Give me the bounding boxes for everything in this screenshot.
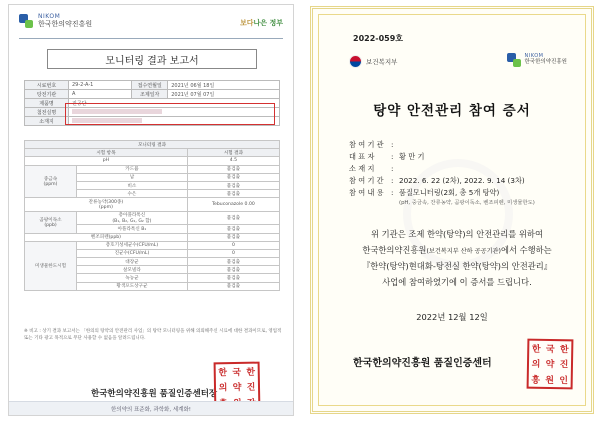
field-colon: : bbox=[391, 140, 394, 149]
test-result: 불검출 bbox=[187, 274, 279, 282]
table-row bbox=[25, 241, 280, 249]
seal-char: 국 bbox=[545, 345, 555, 356]
test-item: 대장균 bbox=[77, 258, 188, 266]
body-line: 사업에 참여하였기에 이 증서를 드립니다. bbox=[382, 276, 532, 287]
taegeuk-emblem-icon bbox=[349, 55, 362, 68]
meta-value: 2021년 06월 18일 bbox=[168, 81, 280, 90]
report-issuer: 한국한의약진흥원 품질인증센터장 bbox=[91, 389, 218, 399]
certificate-number: 2022-059호 bbox=[353, 34, 404, 43]
test-result: 불검출 bbox=[187, 212, 279, 225]
body-tail: 에서 수행하는 bbox=[500, 244, 552, 255]
column-header: 시험 결과 bbox=[187, 149, 279, 157]
test-item: 벤조피렌(ppb) bbox=[25, 233, 188, 241]
test-result: Tebuconazole 0.00 bbox=[187, 198, 279, 212]
seal-char: 의 bbox=[531, 360, 541, 371]
report-title: 모니터링 결과 보고서 bbox=[47, 49, 257, 69]
table-row bbox=[25, 233, 280, 241]
field-row bbox=[349, 163, 535, 175]
table-row bbox=[25, 149, 280, 157]
certificate-fields bbox=[349, 139, 535, 207]
field-colon: : bbox=[391, 164, 394, 173]
test-item: 납 bbox=[77, 173, 188, 181]
org-name-ko: 한국한의약진흥원 bbox=[38, 20, 93, 28]
test-result: 불검출 bbox=[187, 181, 279, 189]
seal-char: 국 bbox=[232, 368, 242, 379]
body-line: 위 기관은 조제 한약(탕약)의 안전관리를 위하여 bbox=[371, 229, 543, 239]
field-label: 참 여 기 간 bbox=[349, 176, 384, 185]
test-item: 녹농균 bbox=[77, 274, 188, 282]
seal-char: 한 bbox=[531, 344, 541, 355]
results-section-title: 모니터링 결과 bbox=[25, 141, 280, 149]
field-label: 참 여 내 용 bbox=[349, 188, 384, 197]
group-label: 미생물한도시험 bbox=[25, 241, 77, 290]
nikom-logo-icon bbox=[19, 14, 33, 28]
table-row bbox=[25, 141, 280, 149]
test-result: 불검출 bbox=[187, 190, 279, 198]
certificate-title: 탕약 안전관리 참여 증서 bbox=[373, 103, 531, 119]
results-table bbox=[24, 140, 280, 291]
test-result: 불검출 bbox=[187, 258, 279, 266]
field-label: 대 표 자 bbox=[349, 152, 375, 161]
field-row bbox=[349, 151, 535, 163]
seal-char: 한 bbox=[559, 345, 569, 356]
official-seal-icon bbox=[527, 339, 574, 390]
table-row bbox=[25, 81, 280, 90]
field-row bbox=[349, 139, 535, 151]
test-result: 불검출 bbox=[187, 165, 279, 173]
test-result: 불검출 bbox=[187, 225, 279, 233]
meta-key: 소재지 bbox=[25, 117, 69, 126]
meta-key: 접수연월일 bbox=[132, 81, 168, 90]
seal-char: 진 bbox=[246, 383, 256, 394]
field-value: 2022. 6. 22 (2차), 2022. 9. 14 (3차) bbox=[399, 176, 525, 185]
meta-key: 시료번호 bbox=[25, 81, 69, 90]
participation-certificate bbox=[310, 6, 594, 414]
table-row bbox=[25, 212, 280, 225]
test-result: 불검출 bbox=[187, 233, 279, 241]
ministry-logo bbox=[349, 55, 397, 68]
report-note: ※ 비고 : 상기 결과 보고서는 「한의의 탕약의 안전관리 사업」의 탕약 모니터링을 위해 의뢰해주신 시료에 대한 결과이므로, 영업적 또는 기타 광고 목적으로 무단 사용할 수 없음을 알려드립니다. bbox=[24, 329, 282, 341]
product-name-value: 진공단 bbox=[69, 99, 280, 108]
field-label: 참 여 기 관 bbox=[349, 140, 384, 149]
nikom-logo-icon bbox=[507, 53, 521, 67]
header-divider bbox=[19, 38, 283, 39]
org-name-en: NIKOM bbox=[38, 13, 61, 20]
body-org-note: (보건복지부 산하 공공기관) bbox=[426, 247, 501, 255]
field-label: 소 재 지 bbox=[349, 164, 375, 173]
meta-value: 29-2-A-1 bbox=[69, 81, 132, 90]
ministry-name: 보건복지부 bbox=[366, 58, 398, 66]
group-label: 곰팡이독소 (ppb) bbox=[25, 212, 77, 233]
field-colon: : bbox=[391, 188, 394, 197]
test-result: 0 bbox=[187, 241, 279, 249]
highlight-box bbox=[65, 103, 275, 125]
government-slogan bbox=[240, 18, 283, 28]
report-footer-motto: 한의약의 표준화, 과학화, 세계화! bbox=[9, 401, 293, 415]
body-line: 『한약(탕약)현대화-탕전실 한약(탕약)의 안전관리』 bbox=[361, 261, 553, 271]
seal-char: 약 bbox=[232, 383, 242, 394]
org-name-en: NIKOM bbox=[524, 53, 544, 60]
meta-key: 제품명 bbox=[25, 99, 69, 108]
seal-char: 약 bbox=[545, 360, 555, 371]
table-row bbox=[25, 90, 280, 99]
test-item: 수은 bbox=[77, 190, 188, 198]
test-item: 진균수(CFU/mL) bbox=[77, 249, 188, 257]
meta-key: 조제일자 bbox=[132, 90, 168, 99]
test-result: 불검출 bbox=[187, 266, 279, 274]
table-row bbox=[25, 157, 280, 165]
meta-value: A bbox=[69, 90, 132, 99]
table-row bbox=[25, 165, 280, 173]
field-value: 품질모니터링(2회, 총 5개 탕약) bbox=[399, 188, 500, 197]
seal-char: 원 bbox=[545, 375, 555, 386]
meta-value: 2021년 07월 07일 bbox=[168, 90, 280, 99]
test-item: 카드뮴 bbox=[77, 165, 188, 173]
meta-key: 첨전실명 bbox=[25, 108, 69, 117]
field-colon: : bbox=[391, 152, 394, 161]
certificate-issuer: 한국한의약진흥원 품질인증센터 bbox=[353, 358, 492, 369]
nikom-logo bbox=[507, 53, 567, 67]
column-header: 시험 항목 bbox=[25, 149, 188, 157]
seal-char: 진 bbox=[559, 360, 569, 371]
org-name-ko: 한국한의약진흥원 bbox=[524, 59, 567, 66]
seal-char: 한 bbox=[218, 368, 228, 379]
field-row bbox=[349, 175, 535, 187]
certificate-body bbox=[341, 227, 573, 290]
seal-char: 의 bbox=[218, 383, 228, 394]
meta-key: 탕전기관 bbox=[25, 90, 69, 99]
monitoring-report bbox=[8, 4, 294, 416]
table-row bbox=[25, 198, 280, 212]
test-item: pH bbox=[25, 157, 188, 165]
test-item: 아플라톡신 B₁ bbox=[77, 225, 188, 233]
test-item: 잔류농약(300종) (ppm) bbox=[25, 198, 188, 212]
test-item: 황색포도상구균 bbox=[77, 282, 188, 290]
test-item: 살모넬라 bbox=[77, 266, 188, 274]
test-result: 4.5 bbox=[187, 157, 279, 165]
slogan-part-a: 보다 bbox=[239, 19, 254, 27]
slogan-part-b: 나은 정부 bbox=[253, 19, 283, 27]
test-result: 0 bbox=[187, 249, 279, 257]
seal-char: 흥 bbox=[531, 375, 541, 386]
field-sub-note: (pH, 중금속, 잔류농약, 곰팡이독소, 벤조피렌, 미생물한도) bbox=[399, 200, 535, 206]
field-colon: : bbox=[391, 176, 394, 185]
body-org: 한국한의약진흥원 bbox=[362, 244, 427, 255]
seal-char: 인 bbox=[559, 375, 569, 387]
test-item: 총호기성세균수(CFU/mL) bbox=[77, 241, 188, 249]
test-result: 불검출 bbox=[187, 282, 279, 290]
test-result: 불검출 bbox=[187, 173, 279, 181]
group-label: 중금속 (ppm) bbox=[25, 165, 77, 198]
test-item: 비소 bbox=[77, 181, 188, 189]
seal-char: 한 bbox=[246, 367, 256, 378]
field-value: 황 만 기 bbox=[399, 152, 425, 161]
report-header-logo bbox=[19, 14, 92, 28]
field-row bbox=[349, 187, 535, 199]
issue-date: 2022년 12월 12일 bbox=[416, 312, 488, 322]
body-line bbox=[341, 243, 573, 260]
test-item: 총아플라톡신 (B₁, B₂, G₁, G₂ 합) bbox=[77, 212, 188, 225]
